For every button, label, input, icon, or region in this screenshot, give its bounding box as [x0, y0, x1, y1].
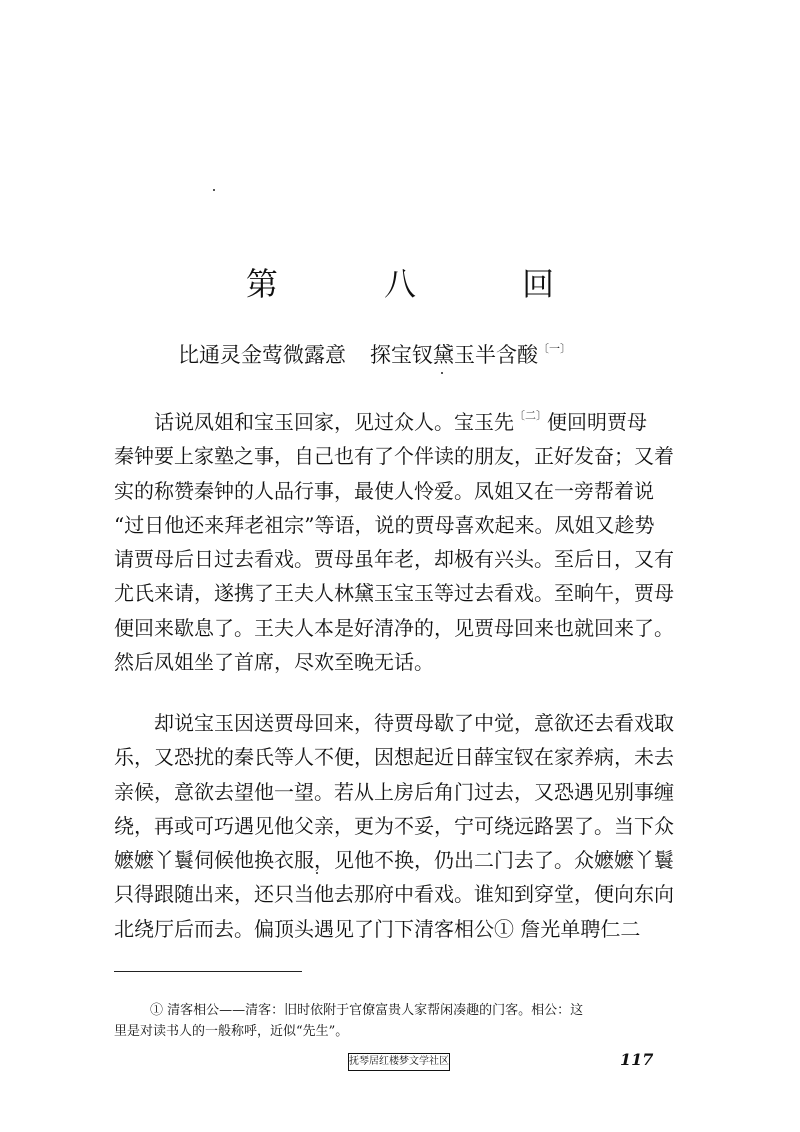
paragraph-line: 北绕厅后而去。偏顶头遇见了门下清客相公① 詹光单聘仁二	[114, 916, 641, 941]
paragraph-line: 便回来歇息了。王夫人本是好清净的，见贾母回来也就回来了。	[114, 615, 674, 640]
paragraph-line: 秦钟要上家塾之事，自己也有了个伴读的朋友，正好发奋；又着	[114, 444, 674, 469]
chapter-subtitle	[178, 340, 571, 370]
paragraph-line: 实的称赞秦钟的人品行事，最使人怜爱。凤姐又在一旁帮着说	[114, 478, 654, 503]
page-number: 117	[620, 1050, 654, 1069]
paragraph-line: 然后凤姐坐了首席，尽欢至晚无话。	[114, 650, 434, 675]
subtitle-note-marker: 〔一〕	[538, 342, 571, 355]
footnote-line: 里是对读书人的一般称呼，近似“先生”。	[114, 1024, 349, 1039]
paragraph-line: 嬷嬷丫鬟伺候他换衣服，见他不换，仍出二门去了。众嬷嬷丫鬟	[114, 848, 674, 873]
footnote	[114, 1000, 692, 1042]
chapter-title: 第 八 回	[245, 265, 603, 303]
scan-speck	[316, 872, 318, 874]
paragraph-line: 只得跟随出来，还只当他去那府中看戏。谁知到穿堂，便向东向	[114, 882, 674, 907]
note-marker: 〔二〕	[514, 409, 547, 422]
paragraph-line: 绕，再或可巧遇见他父亲，更为不妥，宁可绕远路罢了。当下众	[114, 813, 674, 838]
paragraph-line: 尤氏来请，遂携了王夫人林黛玉宝玉等过去看戏。至晌午，贾母	[114, 581, 674, 606]
footnote-divider	[114, 971, 302, 972]
paragraph-line: 请贾母后日过去看戏。贾母虽年老，却极有兴头。至后日，又有	[114, 547, 674, 572]
paragraph-line-text: 便回明贾母	[547, 410, 647, 434]
paragraph-line: 乐，又恐扰的秦氏等人不便，因想起近日薛宝钗在家养病，未去	[114, 745, 674, 770]
paragraph-line: 却说宝玉因送贾母回来，待贾母歇了中觉，意欲还去看戏取	[154, 711, 674, 735]
paragraph-line-text: 话说凤姐和宝玉回家，见过众人。宝玉先	[154, 410, 514, 434]
scan-speck	[441, 372, 443, 374]
paragraph-line: 亲候，意欲去望他一望。若从上房后角门过去，又恐遇见别事缠	[114, 779, 674, 804]
paragraph-1	[114, 405, 692, 679]
paragraph-2	[114, 706, 692, 946]
paragraph-line: “过日他还来拜老祖宗”等语，说的贾母喜欢起来。凤姐又趁势	[114, 512, 655, 537]
footnote-line: ① 清客相公——清客：旧时依附于官僚富贵人家帮闲凑趣的门客。相公：这	[150, 1003, 584, 1018]
subtitle-left-couplet: 比通灵金莺微露意	[178, 343, 346, 367]
watermark-stamp: 抚琴居红楼梦文学社区	[348, 1053, 450, 1071]
subtitle-right-couplet: 探宝钗黛玉半含酸	[370, 343, 538, 367]
scan-speck	[213, 189, 215, 191]
paragraph-line	[114, 405, 692, 439]
